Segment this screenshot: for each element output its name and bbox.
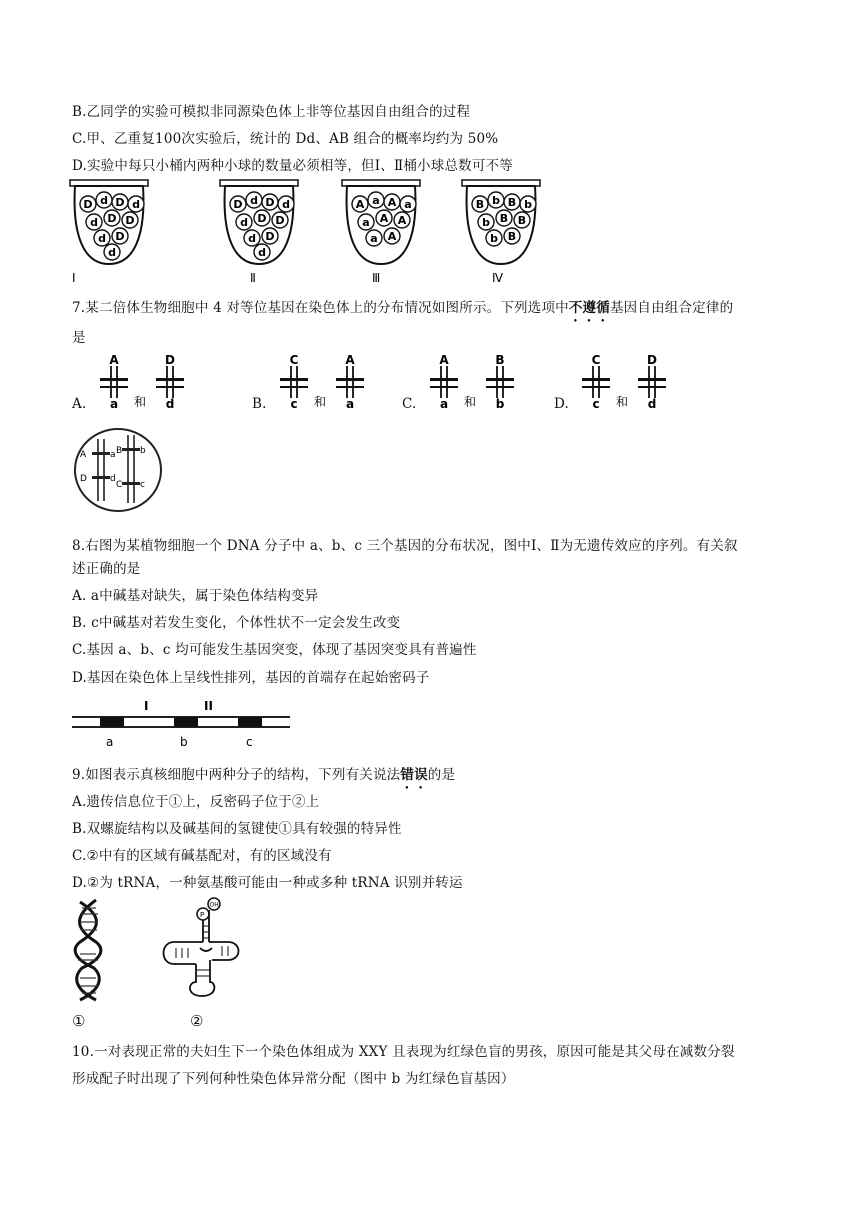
q6-option-c: C.甲、乙重复100次实验后，统计的 Dd、AB 组合的概率均约为 50% bbox=[72, 131, 499, 147]
q8-option-c: C.基因 a、b、c 均可能发生基因突变，体现了基因突变具有普遍性 bbox=[72, 642, 477, 658]
ball-label: B bbox=[475, 198, 485, 211]
q10-stem-line2: 形成配子时出现了下列何种性染色体异常分配（图中 b 为红绿色盲基因） bbox=[72, 1071, 515, 1087]
q7-stem: 7.某二倍体生物细胞中 4 对等位基因在染色体上的分布情况如图所示。下列选项中不遵循基因自由组合定律的 bbox=[72, 300, 734, 316]
ball-label: A bbox=[379, 212, 389, 225]
cell-figure bbox=[72, 425, 164, 515]
q7-option-figure-3 bbox=[424, 352, 554, 412]
ball-label: B bbox=[517, 214, 527, 227]
ball-label: A bbox=[387, 196, 397, 209]
dna-label-c: c bbox=[246, 735, 253, 749]
q7-stem-line2: 是 bbox=[72, 330, 86, 346]
ball-label: d bbox=[258, 246, 266, 259]
q7-gene-4-1-bottom: c bbox=[592, 397, 600, 411]
cell-label-D: D bbox=[80, 474, 87, 484]
dna-segment-figure bbox=[70, 696, 292, 752]
q6-option-b: B.乙同学的实验可模拟非同源染色体上非等位基因自由组合的过程 bbox=[72, 104, 471, 120]
ball-label: B bbox=[507, 230, 517, 243]
q7-gene-2-1-bottom: c bbox=[290, 397, 298, 411]
q7-gene-4-1-top: C bbox=[591, 353, 601, 367]
ball-label: a bbox=[404, 198, 412, 211]
dna-label-I: I bbox=[144, 699, 149, 713]
q7-option-letter-4: D. bbox=[554, 396, 570, 412]
ball-label: A bbox=[397, 214, 407, 227]
q7-gene-3-1-top: A bbox=[439, 353, 449, 367]
ball-label: D bbox=[115, 230, 125, 243]
ball-label: B bbox=[507, 196, 517, 209]
q8-stem-line2: 述正确的是 bbox=[72, 561, 141, 577]
ball-label: d bbox=[98, 232, 106, 245]
ball-label: D bbox=[265, 196, 275, 209]
q7-option-figure-2 bbox=[274, 352, 404, 412]
bucket-label-1: Ⅰ bbox=[72, 271, 76, 285]
q7-and: 和 bbox=[134, 395, 147, 409]
ball-label: b bbox=[490, 232, 498, 245]
ball-label: A bbox=[355, 198, 365, 211]
q7-option-figure-1 bbox=[94, 352, 224, 412]
q7-gene-2-2-bottom: a bbox=[345, 397, 355, 411]
ball-label: d bbox=[240, 216, 248, 229]
ball-label: d bbox=[108, 246, 116, 259]
ball-label: D bbox=[115, 196, 125, 209]
cell-label-b: b bbox=[140, 446, 146, 456]
q7-gene-3-2-bottom: b bbox=[495, 397, 505, 411]
trna-figure bbox=[156, 896, 246, 1002]
ball-label: d bbox=[282, 198, 290, 211]
bucket-label-4: Ⅳ bbox=[492, 271, 504, 285]
q7-emphasis: 不遵循 bbox=[568, 300, 610, 316]
q9-emphasis: 错误 bbox=[400, 767, 428, 783]
ball-label: D bbox=[125, 214, 135, 227]
ball-label: B bbox=[499, 212, 509, 225]
ball-label: d bbox=[132, 198, 140, 211]
q8-stem: 8.右图为某植物细胞一个 DNA 分子中 a、b、c 三个基因的分布状况，图中Ⅰ、Ⅱ为无遗传效应的序列。有关叙 bbox=[72, 538, 738, 554]
bucket-label-3: Ⅲ bbox=[372, 271, 381, 285]
cell-label-B: B bbox=[116, 446, 123, 456]
ball-label: D bbox=[275, 214, 285, 227]
q6-option-d: D.实验中每只小桶内两种小球的数量必须相等，但Ⅰ、Ⅱ桶小球总数可不等 bbox=[72, 158, 513, 174]
q7-gene-1-1-bottom: a bbox=[109, 397, 119, 411]
ball-label: b bbox=[524, 198, 532, 211]
bucket-4 bbox=[462, 180, 540, 264]
bucket-1 bbox=[70, 180, 148, 264]
q7-gene-1-2-top: D bbox=[165, 353, 175, 367]
cell-label-C: C bbox=[116, 480, 123, 490]
q9-option-d: D.②为 tRNA，一种氨基酸可能由一种或多种 tRNA 识别并转运 bbox=[72, 875, 463, 891]
cell-label-A: A bbox=[80, 450, 87, 460]
bucket-3 bbox=[342, 180, 420, 264]
ball-label: D bbox=[265, 230, 275, 243]
bucket-2 bbox=[220, 180, 298, 264]
q7-gene-3-1-bottom: a bbox=[439, 397, 449, 411]
dna-label-a: a bbox=[106, 735, 114, 749]
q9-option-a: A.遗传信息位于①上，反密码子位于②上 bbox=[72, 794, 320, 810]
q8-option-a: A. a中碱基对缺失，属于染色体结构变异 bbox=[72, 588, 319, 604]
dna-label-II: II bbox=[204, 699, 213, 713]
q7-option-letter-1: A. bbox=[72, 396, 87, 412]
ball-label: D bbox=[83, 198, 93, 211]
q8-option-d: D.基因在染色体上呈线性排列，基因的首端存在起始密码子 bbox=[72, 670, 430, 686]
q7-and: 和 bbox=[314, 395, 327, 409]
dna-helix-figure bbox=[72, 898, 106, 1002]
q9-stem: 9.如图表示真核细胞中两种分子的结构，下列有关说法错误的是 bbox=[72, 767, 456, 783]
ball-label: d bbox=[250, 194, 258, 207]
q7-and: 和 bbox=[464, 395, 477, 409]
trna-mark-oh: OH bbox=[209, 901, 219, 909]
q7-option-letter-2: B. bbox=[252, 396, 267, 412]
ball-label: D bbox=[257, 212, 267, 225]
bucket-label-2: Ⅱ bbox=[250, 271, 256, 285]
ball-label: D bbox=[107, 212, 117, 225]
bucket-figure bbox=[60, 176, 560, 288]
q7-gene-4-2-bottom: d bbox=[647, 397, 657, 411]
ball-label: d bbox=[90, 216, 98, 229]
q7-option-figure-4 bbox=[576, 352, 706, 412]
ball-label: d bbox=[248, 232, 256, 245]
q7-gene-4-2-top: D bbox=[647, 353, 657, 367]
ball-label: a bbox=[362, 216, 370, 229]
q7-gene-1-1-top: A bbox=[109, 353, 119, 367]
q7-gene-1-2-bottom: d bbox=[165, 397, 175, 411]
ball-label: b bbox=[492, 194, 500, 207]
q7-gene-2-1-top: C bbox=[289, 353, 299, 367]
cell-label-a: a bbox=[110, 450, 116, 460]
cell-label-d: d bbox=[110, 474, 116, 484]
ball-label: D bbox=[233, 198, 243, 211]
trna-mark-p: P bbox=[200, 911, 205, 919]
label-circle-2: ② bbox=[190, 1012, 204, 1030]
cell-label-c: c bbox=[140, 480, 145, 490]
q7-gene-3-2-top: B bbox=[495, 353, 505, 367]
ball-label: b bbox=[482, 216, 490, 229]
q8-option-b: B. c中碱基对若发生变化，个体性状不一定会发生改变 bbox=[72, 615, 401, 631]
ball-label: a bbox=[372, 194, 380, 207]
ball-label: A bbox=[387, 230, 397, 243]
label-circle-1: ① bbox=[72, 1012, 86, 1030]
q7-and: 和 bbox=[616, 395, 629, 409]
q7-option-letter-3: C. bbox=[402, 396, 417, 412]
ball-label: a bbox=[370, 232, 378, 245]
dna-label-b: b bbox=[180, 735, 188, 749]
q10-stem: 10.一对表现正常的夫妇生下一个染色体组成为 XXY 且表现为红绿色盲的男孩，原因可能是其父母在减数分裂 bbox=[72, 1044, 735, 1060]
q9-option-c: C.②中有的区域有碱基配对，有的区域没有 bbox=[72, 848, 332, 864]
ball-label: d bbox=[100, 194, 108, 207]
q9-option-b: B.双螺旋结构以及碱基间的氢键使①具有较强的特异性 bbox=[72, 821, 402, 837]
q7-gene-2-2-top: A bbox=[345, 353, 355, 367]
